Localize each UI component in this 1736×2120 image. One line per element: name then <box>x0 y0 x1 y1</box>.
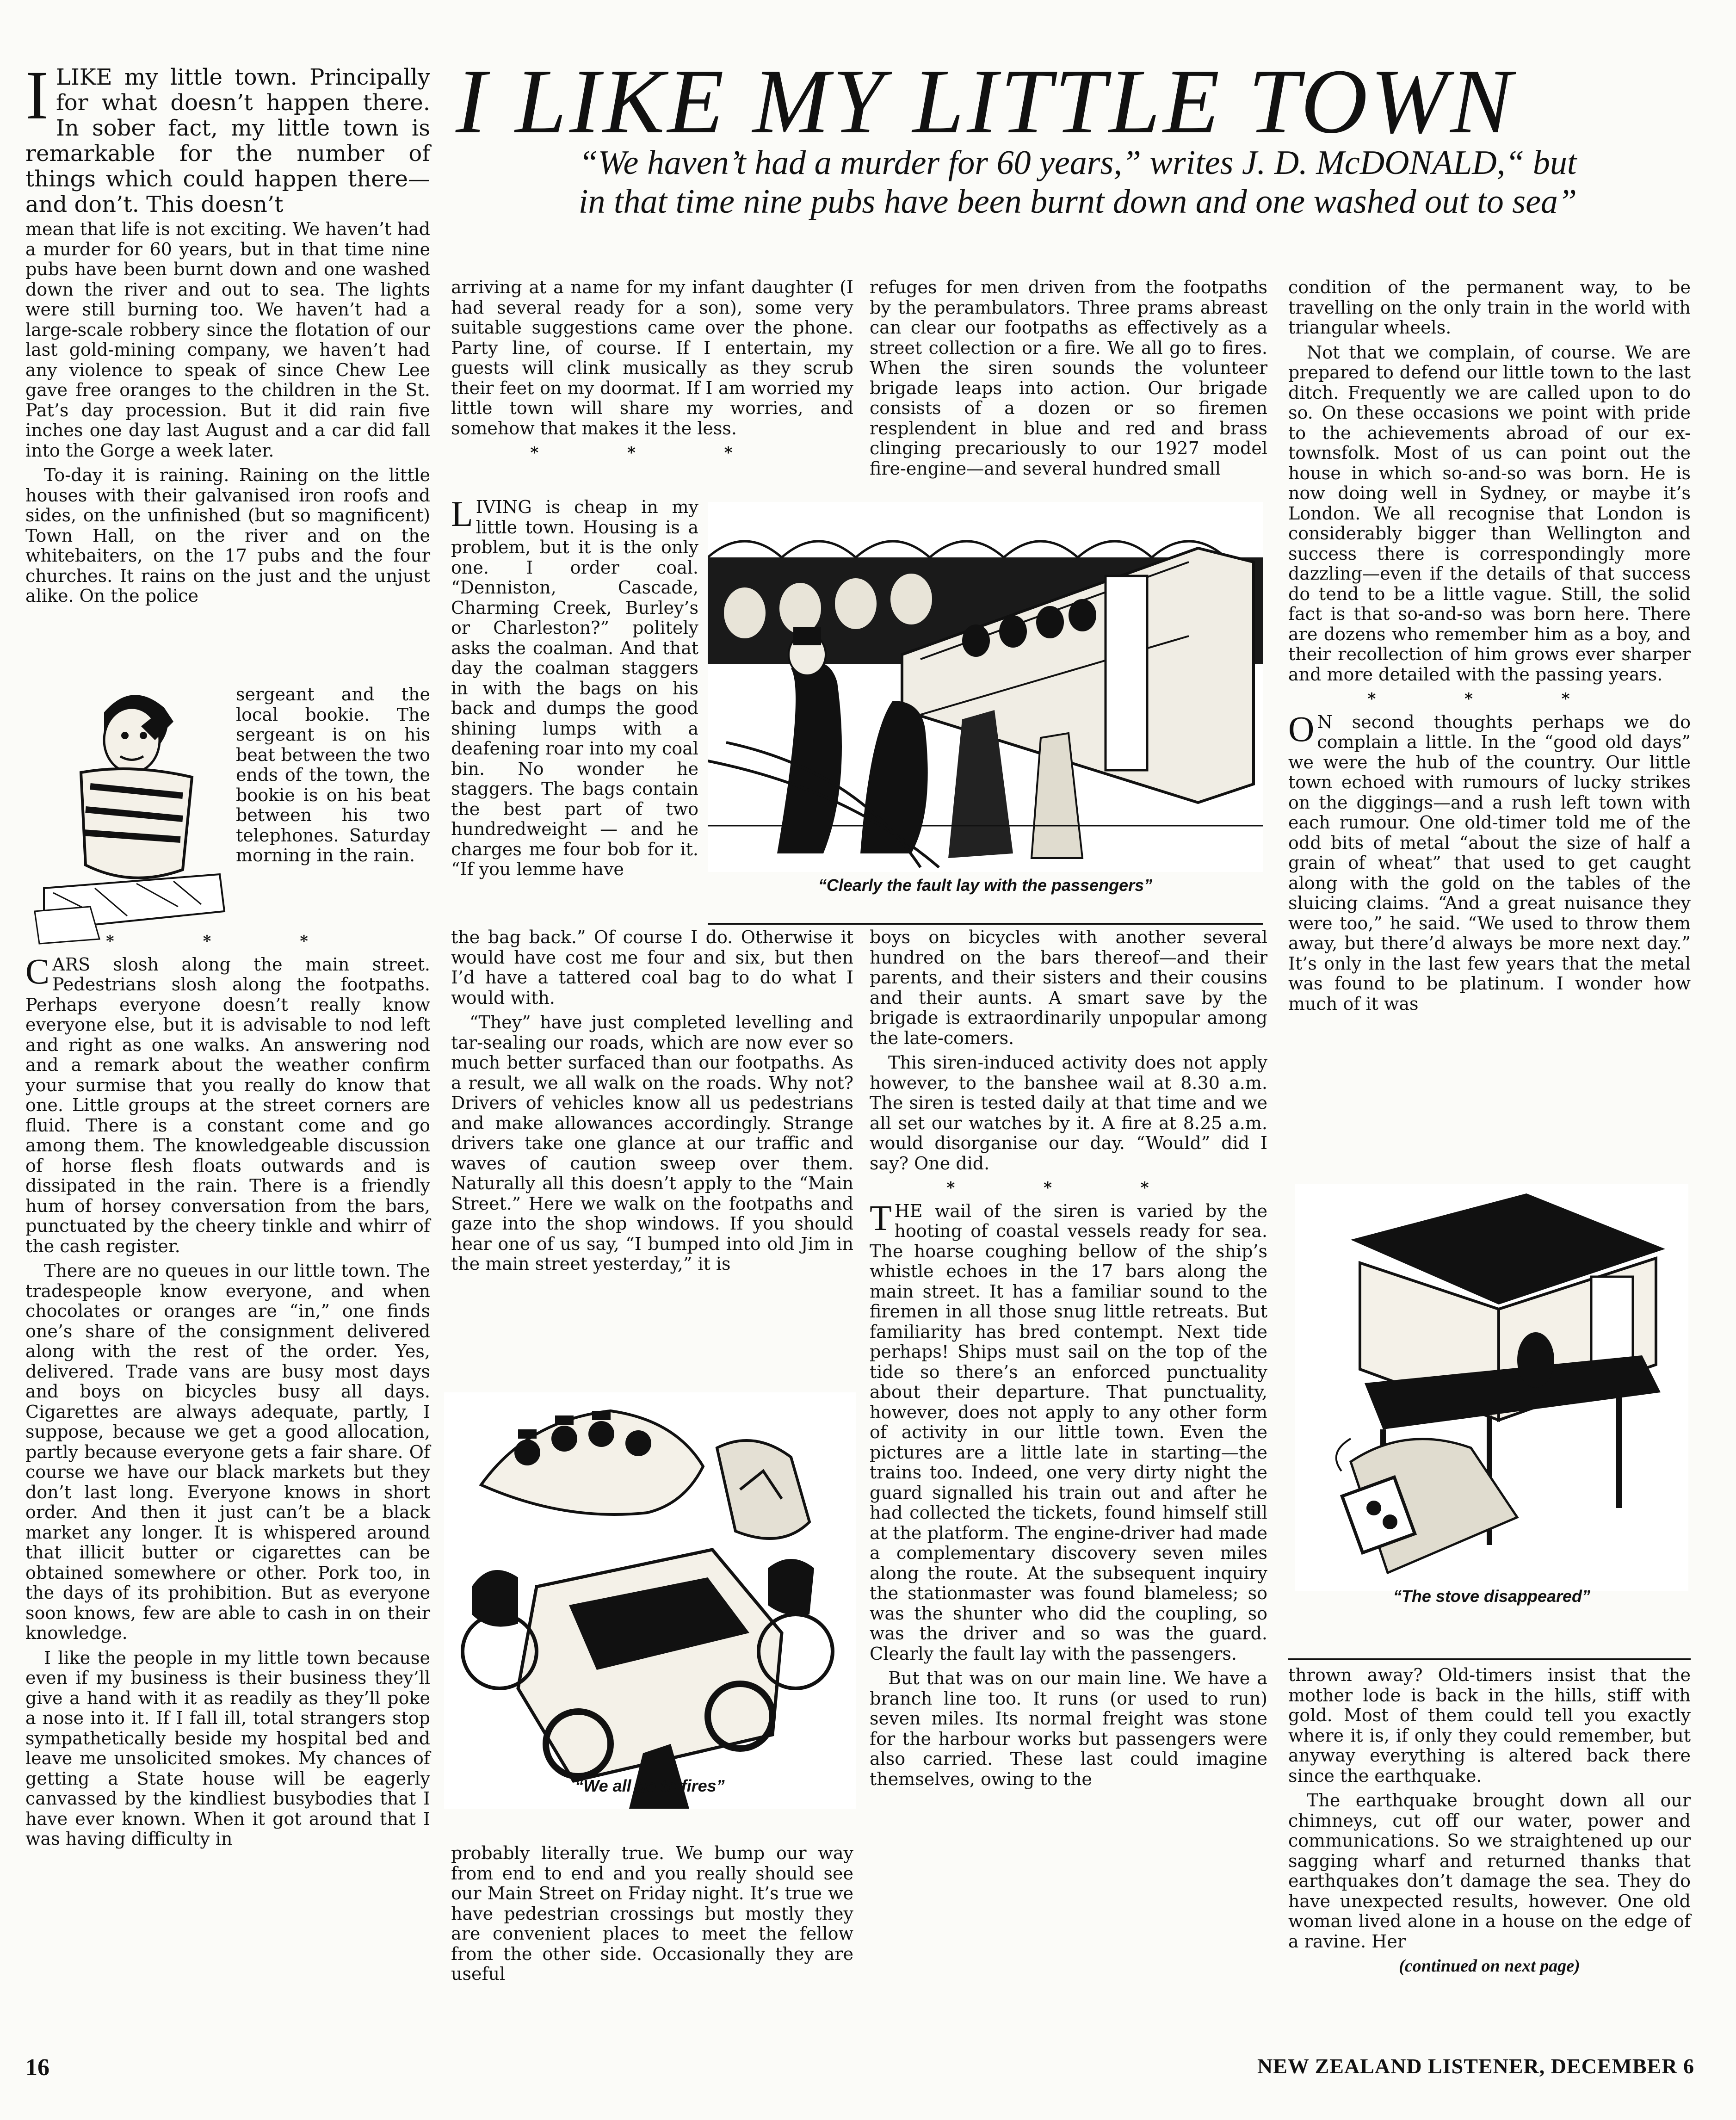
paragraph: THE wail of the siren is varied by the hooting of coastal vessels ready for sea. The hoarse coughing bellow of the ship’s whistle echoes in the 17 bars along the main street. It has a familiar sound to the firemen in all those snug little retreats. But familiarity has bred contempt. Next tide perhaps! Ships must sail on the top of the tide so there’s an enforced punctuality about their departure. That punctuality, however, does not apply to any other form of activity in our little town. Even the pictures are a little late in starting—the trains too. Indeed, one very dirty night the guard signalled his train out and after he had collected the tickets, found himself still at the platform. The engine-driver had made a complementary discovery seven miles along the route. At the subsequent inquiry the stationmaster was found blameless; so was the shunter who did the coupling, so was the driver and so was the guard. Clearly the fault lay with the passengers. <box>870 1197 1267 1664</box>
train-caption: “Clearly the fault lay with the passengers” <box>818 876 1153 895</box>
drop-cap: C <box>25 951 50 991</box>
drop-cap: L <box>451 494 473 534</box>
stove-caption: “The stove disappeared” <box>1393 1587 1591 1606</box>
paragraph: mean that life is not exciting. We haven’t had a murder for 60 years, but in that time nine pubs have been burnt down and one washed down the river and out to sea. The lights were still burning too. We haven’t had a large-scale robbery since the flotation of our last gold-mining company, we haven’t had any violence to speak of since Chew Lee gave free oranges to the children in the St. Pat’s day procession. But it did rain five inches one day last August and a car did fall into the Gorge a week later. <box>25 219 430 461</box>
paragraph: Not that we complain, of course. We are prepared to defend our little town to the last ditch. Frequently we are called upon to do so. On these occasions we point with pride to the achievements abroad of our ex-townsfolk. Most of us can point out the house in which so-and-so was born. He is now doing well in Sydney, or maybe it’s London. We all recognise that London is considerably bigger than Wellington and success there is correspondingly more dazzling—even if the details of that success do tend to be a little vague. Still, the solid fact is that so-and-so was born here. There are dozens who remember him as a boy, and their recollection of him grows ever sharper and more detailed with the passing years. <box>1288 342 1691 685</box>
section-break: * * * <box>105 932 350 951</box>
column-2-top <box>451 278 853 466</box>
paragraph: O N second thoughts perhaps we do complain a little. In the “good old days” we were the hub of the country. Our little town echoed with rumours of lucky strikes on the diggings—and a rush left town with each rumour. One old-timer told me of the odd bits of metal “about the size of half a grain of wheat” that used to get caught along with the gold on the tables of the sluicing claims. “And a great nuisance they were too,” he said. “We used to throw them away, but there’d always be more next day.” It’s only in the last few years that the metal was found to be platinum. I wonder how much of it was <box>1288 708 1691 1014</box>
caption-rule <box>1288 1658 1691 1660</box>
caption-rule <box>708 923 1263 925</box>
column-2-wrap <box>451 494 698 884</box>
paragraph: boys on bicycles with another several hundred on the bars thereof—and their parents, and their sisters and their cousins and their aunts. A smart save by the brigade is extraordinarily unpopular among the late-comers. <box>870 927 1267 1048</box>
column-1-lower <box>25 930 430 1854</box>
paragraph: the bag back.” Of course I do. Otherwise it would have cost me four and six, but then I’d have a tattered coal bag to do what I would with. <box>451 927 853 1008</box>
paragraph: There are no queues in our little town. The tradespeople know everyone, and when chocolates or oranges are “in,” one finds one’s share of the consignment delivered along with the rest of the order. Yes, delivered. Trade vans are busy most days and boys on bicycles busy all days. Cigarettes are always adequate, partly, I suppose, because we get a good allocation, partly because everyone gets a fair share. Of course we have our black markets but they don’t last long. Everyone knows in short order. And then it just can’t be a black market any longer. It is whispered around that illicit butter or cigarettes can be obtained somewhere or other. Pork too, in the days of its prohibition. But as everyone soon knows, few are able to cash in on their knowledge. <box>25 1261 430 1643</box>
train-illustration <box>708 502 1263 895</box>
page-number: 16 <box>25 2054 49 2081</box>
drop-cap: T <box>870 1197 892 1238</box>
section-break: * * * <box>530 444 774 462</box>
paragraph: arriving at a name for my infant daughter (I had several ready for a son), some very suitable suggestions came over the phone. Party line, of course. If I entertain, my guests will clink musically as they scrub their feet on my doormat. If I am worried my little town will share my worries, and somehow that makes it the less. <box>451 277 853 439</box>
column-3-top <box>870 278 1267 483</box>
opening-paragraph: ILIKE my little town. Principally for what doesn’t happen there. In sober fact, my little town is remarkable for the number of things which could happen there—and don’t. This doesn’t <box>25 57 430 217</box>
magazine-footer: NEW ZEALAND LISTENER, DECEMBER 6 <box>1257 2054 1694 2078</box>
article-deck: “We haven’t had a murder for 60 years,” writes J. D. McDONALD,“ but in that time nine pubs have been burnt down and one washed out to sea” <box>578 144 1577 221</box>
paragraph: “They” have just completed levelling and tar-sealing our roads, which are now ever so much better surfaced than our footpaths. As a result, we all walk on the roads. Why not? Drivers of vehicles know all us pedestrians and make allowances accordingly. Strange drivers take one glance at our traffic and waves of caution sweep over them. Naturally all this doesn’t apply to the “Main Street.” Here we walk on the footpaths and gaze into the shop windows. If you should hear one of us say, “I bumped into old Jim in the main street yesterday,” it is <box>451 1012 853 1274</box>
paragraph: refuges for men driven from the footpaths by the perambulators. Three prams abreast can clear our footpaths as effectively as a street collection or a fire. We all go to fires. When the siren sounds the volunteer brigade leaps into action. Our brigade consists of a dozen or so firemen resplendent in blue and red and brass clinging precariously to our 1927 model fire-engine—and several hundred small <box>870 277 1267 479</box>
paragraph: sergeant and the local bookie. The sergeant is on his beat between the two ends of the town, the bookie is on his beat between his two telephones. Saturday morning in the rain. <box>236 684 430 865</box>
drop-cap: O <box>1288 708 1315 749</box>
column-4-top <box>1288 278 1691 1019</box>
column-4-lower <box>1288 1665 1691 1977</box>
stove-illustration <box>1295 1184 1688 1606</box>
paragraph: The earthquake brought down all our chimneys, cut off our water, power and communications. So we straightened up our sagging wharf and returned thanks that earthquakes don’t damage the sea. They do have unexpected results, however. One old woman lived alone in a house on the edge of a ravine. Her <box>1288 1790 1691 1952</box>
paragraph: CARS slosh along the main street. Pedestrians slosh along the footpaths. Perhaps everyone doesn’t really know everyone else, but it is advisable to nod left and right as one walks. An answering nod and a remark about the weather confirm your surmise that you really do know that one. Little groups at the street corners are fluid. There is a constant come and go among them. The knowledgeable discussion of horse flesh floats outwards and is dissipated in the rain. There is a friendly hum of horsey conversation from the bars, punctuated by the cheery tinkle and whirr of the cash register. <box>25 951 430 1256</box>
paragraph: I like the people in my little town because even if my business is their business they’ll give a hand with it as readily as they’ll poke a nose into it. If I fall ill, total strangers stop sympathetically beside my hospital bed and leave me unsolicited smokes. My chances of getting a State house will be eagerly canvassed by the kindliest busybodies that I have ever known. When it got around that I was having difficulty in <box>25 1647 430 1849</box>
column-2-lower <box>451 927 853 1279</box>
paragraph: To-day it is raining. Raining on the little houses with their galvanised iron roofs and sides, on the unfinished (but so magnificent) Town Hall, on the river and on the whitebaiters, on the 17 pubs and the four churches. It rains on the just and the unjust alike. On the police <box>25 465 430 606</box>
paragraph: thrown away? Old-timers insist that the mother lode is back in the hills, stiff with gold. Most of them could tell you exactly where it is, if only they could remember, but anyway everything is altered back there since the earthquake. <box>1288 1665 1691 1786</box>
drop-cap: I <box>25 57 49 134</box>
article-title: I LIKE MY LITTLE TOWN <box>456 50 1515 153</box>
column-1 <box>25 57 430 612</box>
continued-note: (continued on next page) <box>1399 1956 1580 1976</box>
fire-caption: “We all go to fires” <box>575 1776 725 1795</box>
paragraph: probably literally true. We bump our way from end to end and you really should see our Main Street on Friday night. It’s true we have pedestrian crossings but mostly they are convenient places to meet the fellow from the other side. Occasionally they are useful <box>451 1843 853 1984</box>
bookie-illustration <box>25 671 229 948</box>
paragraph: LIVING is cheap in my little town. Housing is a problem, but it is the only one. I order coal. “Denniston, Cascade, Charming Creek, Burley’s or Charleston?” politely asks the coalman. And that day the coalman staggers in with the bags on his back and dumps the good shining lumps with a deafening roar into my coal bin. No wonder he staggers. The bags contain the best part of two hundredweight — and he charges me four bob for it. “If you lemme have <box>451 494 698 879</box>
section-break: * * * <box>1367 690 1612 708</box>
column-2-bottom <box>451 1843 853 1989</box>
paragraph: condition of the permanent way, to be travelling on the only train in the world with triangular wheels. <box>1288 277 1691 338</box>
column-3-lower <box>870 927 1267 1794</box>
paragraph: This siren-induced activity does not apply however, to the banshee wail at 8.30 a.m. The siren is tested daily at that time and we all set our watches by it. A fire at 8.25 a.m. would disorganise our day. “Would” did I say? One did. <box>870 1052 1267 1174</box>
fire-illustration <box>444 1392 856 1796</box>
paragraph: But that was on our main line. We have a branch line too. It runs (or used to run) seven miles. Its normal freight was stone for the harbour works but passengers were also carried. These last could imagine themselves, owing to the <box>870 1668 1267 1789</box>
section-break: * * * <box>946 1179 1191 1197</box>
column-1-wrap <box>236 685 430 871</box>
